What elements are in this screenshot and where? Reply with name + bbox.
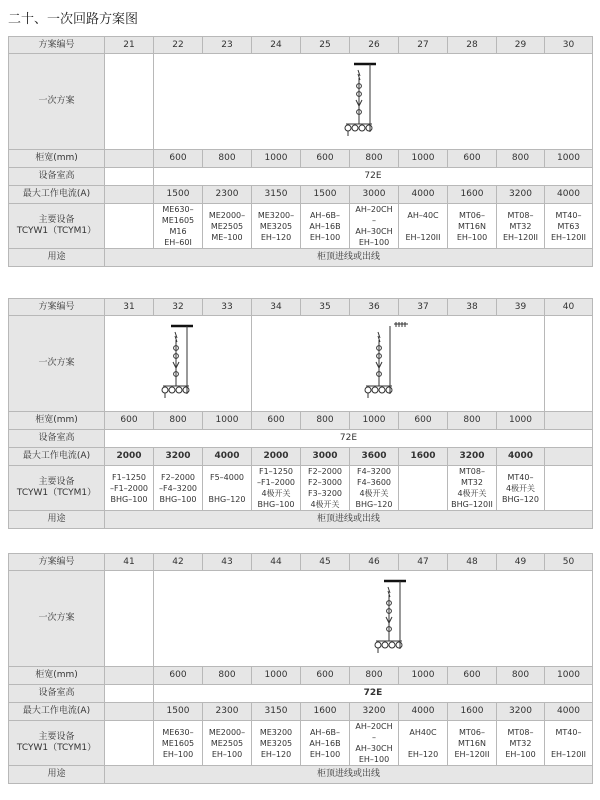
width-cell	[545, 412, 593, 430]
width-cell: 600	[301, 667, 350, 685]
device-cell: ME630– ME1605 M16 EH–60I	[154, 204, 203, 249]
diagram-cell	[154, 54, 593, 150]
width-cell: 1000	[545, 667, 593, 685]
use-row	[9, 511, 593, 529]
width-cell: 600	[105, 412, 154, 430]
device-cell	[399, 466, 448, 511]
current-cell: 1600	[301, 703, 350, 721]
diagram-cell-empty	[105, 571, 154, 667]
scheme-number-cell: 25	[301, 37, 350, 54]
use-row	[9, 249, 593, 267]
scheme-number-cell: 33	[203, 299, 252, 316]
scheme-table-1	[8, 36, 593, 267]
scheme-number-cell: 49	[497, 554, 545, 571]
width-row	[9, 412, 593, 430]
scheme-number-row	[9, 37, 593, 54]
scheme-number-cell: 24	[252, 37, 301, 54]
current-cell: 3600	[350, 448, 399, 466]
row-label-scheme-no: 方案编号	[9, 554, 105, 571]
scheme-number-cell: 41	[105, 554, 154, 571]
current-cell: 3200	[154, 448, 203, 466]
scheme-number-cell: 40	[545, 299, 593, 316]
row-label-width: 柜宽(mm)	[9, 667, 105, 685]
device-cell: F2–2000 –F4–3200 BHG–100	[154, 466, 203, 511]
width-cell: 600	[252, 412, 301, 430]
room-height-cell-empty	[105, 168, 154, 186]
primary-scheme-row	[9, 54, 593, 150]
width-cell: 800	[301, 412, 350, 430]
scheme-number-cell: 22	[154, 37, 203, 54]
current-cell: 4000	[545, 186, 593, 204]
row-label-width: 柜宽(mm)	[9, 412, 105, 430]
room-height-cell: 72E	[154, 685, 593, 703]
current-cell: 3150	[252, 703, 301, 721]
width-cell: 1000	[497, 412, 545, 430]
current-cell: 1600	[448, 703, 497, 721]
width-cell: 1000	[399, 150, 448, 168]
width-cell: 600	[448, 667, 497, 685]
scheme-number-cell: 36	[350, 299, 399, 316]
row-label-use: 用途	[9, 249, 105, 267]
current-cell: 1500	[154, 703, 203, 721]
device-cell	[105, 721, 154, 766]
device-row	[9, 204, 593, 249]
scheme-number-cell: 29	[497, 37, 545, 54]
page-title: 二十、一次回路方案图	[8, 12, 139, 27]
scheme-number-cell: 27	[399, 37, 448, 54]
width-cell: 800	[203, 150, 252, 168]
current-cell: 4000	[545, 703, 593, 721]
diagram-cell	[105, 316, 252, 412]
width-cell: 600	[154, 667, 203, 685]
row-label-room-height: 设备室高	[9, 430, 105, 448]
current-cell: 2300	[203, 703, 252, 721]
single-line-diagram-icon	[332, 60, 402, 146]
device-cell: F4–3200 F4–3600 4极开关 BHG–120	[350, 466, 399, 511]
width-row	[9, 667, 593, 685]
width-cell: 800	[154, 412, 203, 430]
current-cell	[105, 186, 154, 204]
scheme-number-cell: 50	[545, 554, 593, 571]
device-cell: AH–40C EH–120II	[399, 204, 448, 249]
device-cell: F5–4000 BHG–120	[203, 466, 252, 511]
row-label-use: 用途	[9, 511, 105, 529]
width-row	[9, 150, 593, 168]
width-cell	[105, 150, 154, 168]
current-cell: 4000	[497, 448, 545, 466]
device-cell: MT08– MT32 4极开关 BHG–120II	[448, 466, 497, 511]
scheme-number-cell: 31	[105, 299, 154, 316]
width-cell: 600	[448, 150, 497, 168]
row-label-device: 主要设备 TCYW1（TCYM1）	[9, 721, 105, 766]
scheme-number-cell: 32	[154, 299, 203, 316]
width-cell: 600	[301, 150, 350, 168]
scheme-number-cell: 37	[399, 299, 448, 316]
device-cell: F2–2000 F2–3000 F3–3200 4极开关	[301, 466, 350, 511]
current-cell: 1500	[301, 186, 350, 204]
current-cell: 3200	[448, 448, 497, 466]
current-cell: 3200	[350, 703, 399, 721]
room-height-row	[9, 685, 593, 703]
primary-scheme-row	[9, 316, 593, 412]
width-cell: 1000	[350, 412, 399, 430]
scheme-number-cell: 21	[105, 37, 154, 54]
width-cell: 800	[203, 667, 252, 685]
device-cell: AH–6B– AH–16B EH–100	[301, 721, 350, 766]
use-row	[9, 766, 593, 784]
current-cell: 4000	[203, 448, 252, 466]
scheme-number-cell: 43	[203, 554, 252, 571]
room-height-row	[9, 168, 593, 186]
room-height-row	[9, 430, 593, 448]
width-cell: 800	[350, 150, 399, 168]
scheme-number-cell: 23	[203, 37, 252, 54]
row-label-current: 最大工作电流(A)	[9, 186, 105, 204]
scheme-number-cell: 34	[252, 299, 301, 316]
row-label-scheme-no: 方案编号	[9, 299, 105, 316]
room-height-cell: 72E	[105, 430, 593, 448]
current-cell	[105, 703, 154, 721]
diagram-cell	[154, 571, 593, 667]
device-cell: MT40– 4极开关 BHG–120	[497, 466, 545, 511]
width-cell: 800	[350, 667, 399, 685]
device-row	[9, 466, 593, 511]
width-cell	[105, 667, 154, 685]
device-cell: ME2000– ME2505 ME–100	[203, 204, 252, 249]
scheme-number-cell: 26	[350, 37, 399, 54]
current-row	[9, 186, 593, 204]
device-row	[9, 721, 593, 766]
row-label-use: 用途	[9, 766, 105, 784]
device-cell: ME3200 ME3205 EH–120	[252, 721, 301, 766]
current-row	[9, 703, 593, 721]
row-label-device: 主要设备 TCYW1（TCYM1）	[9, 204, 105, 249]
device-cell	[105, 204, 154, 249]
device-cell: AH–20CH – AH–30CH EH–100	[350, 721, 399, 766]
scheme-number-cell: 42	[154, 554, 203, 571]
device-cell: AH40C EH–120	[399, 721, 448, 766]
diagram-cell-empty	[105, 54, 154, 150]
width-cell: 800	[497, 150, 545, 168]
device-cell: ME630– ME1605 EH–100	[154, 721, 203, 766]
current-cell: 4000	[399, 186, 448, 204]
width-cell: 800	[497, 667, 545, 685]
scheme-number-cell: 44	[252, 554, 301, 571]
scheme-number-cell: 30	[545, 37, 593, 54]
device-cell: F1–1250 –F1–2000 BHG–100	[105, 466, 154, 511]
current-cell	[545, 448, 593, 466]
primary-scheme-row	[9, 571, 593, 667]
width-cell: 600	[399, 412, 448, 430]
scheme-number-cell: 28	[448, 37, 497, 54]
diagram-cell-empty	[545, 316, 593, 412]
current-row	[9, 448, 593, 466]
row-label-current: 最大工作电流(A)	[9, 448, 105, 466]
scheme-number-cell: 39	[497, 299, 545, 316]
width-cell: 1000	[399, 667, 448, 685]
current-cell: 3000	[301, 448, 350, 466]
row-label-width: 柜宽(mm)	[9, 150, 105, 168]
current-cell: 1600	[448, 186, 497, 204]
current-cell: 1500	[154, 186, 203, 204]
current-cell: 3200	[497, 186, 545, 204]
device-cell	[545, 466, 593, 511]
current-cell: 3000	[350, 186, 399, 204]
row-label-primary: 一次方案	[9, 54, 105, 150]
scheme-number-cell: 35	[301, 299, 350, 316]
current-cell: 4000	[399, 703, 448, 721]
width-cell: 1000	[545, 150, 593, 168]
scheme-number-cell: 45	[301, 554, 350, 571]
row-label-room-height: 设备室高	[9, 168, 105, 186]
row-label-primary: 一次方案	[9, 571, 105, 667]
scheme-table-2	[8, 298, 593, 529]
current-cell: 2000	[105, 448, 154, 466]
device-cell: MT08– MT32 EH–120II	[497, 204, 545, 249]
diagram-cell	[252, 316, 545, 412]
single-line-diagram-icon	[352, 322, 422, 408]
room-height-cell-empty	[105, 685, 154, 703]
scheme-number-cell: 47	[399, 554, 448, 571]
device-cell: AH–20CH – AH–30CH EH–100	[350, 204, 399, 249]
scheme-number-row	[9, 554, 593, 571]
row-label-current: 最大工作电流(A)	[9, 703, 105, 721]
width-cell: 600	[154, 150, 203, 168]
scheme-number-cell: 46	[350, 554, 399, 571]
current-cell: 3150	[252, 186, 301, 204]
device-cell: ME2000– ME2505 EH–100	[203, 721, 252, 766]
width-cell: 800	[448, 412, 497, 430]
row-label-primary: 一次方案	[9, 316, 105, 412]
device-cell: F1–1250 –F1–2000 4极开关 BHG–100	[252, 466, 301, 511]
scheme-number-cell: 38	[448, 299, 497, 316]
current-cell: 2300	[203, 186, 252, 204]
device-cell: AH–6B– AH–16B EH–100	[301, 204, 350, 249]
use-cell: 柜顶进线或出线	[105, 249, 593, 267]
single-line-diagram-icon	[149, 322, 219, 408]
single-line-diagram-icon	[362, 577, 432, 663]
scheme-table-3	[8, 553, 593, 784]
current-cell: 3200	[497, 703, 545, 721]
row-label-room-height: 设备室高	[9, 685, 105, 703]
use-cell: 柜顶进线或出线	[105, 511, 593, 529]
current-cell: 2000	[252, 448, 301, 466]
device-cell: MT08– MT32 EH–100	[497, 721, 545, 766]
row-label-device: 主要设备 TCYW1（TCYM1）	[9, 466, 105, 511]
use-cell: 柜顶进线或出线	[105, 766, 593, 784]
scheme-number-row	[9, 299, 593, 316]
scheme-number-cell: 48	[448, 554, 497, 571]
current-cell: 1600	[399, 448, 448, 466]
room-height-cell: 72E	[154, 168, 593, 186]
width-cell: 1000	[252, 667, 301, 685]
device-cell: MT40– EH–120II	[545, 721, 593, 766]
row-label-scheme-no: 方案编号	[9, 37, 105, 54]
device-cell: MT06– MT16N EH–100	[448, 204, 497, 249]
device-cell: ME3200– ME3205 EH–120	[252, 204, 301, 249]
width-cell: 1000	[203, 412, 252, 430]
width-cell: 1000	[252, 150, 301, 168]
device-cell: MT40– MT63 EH–120II	[545, 204, 593, 249]
device-cell: MT06– MT16N EH–120II	[448, 721, 497, 766]
